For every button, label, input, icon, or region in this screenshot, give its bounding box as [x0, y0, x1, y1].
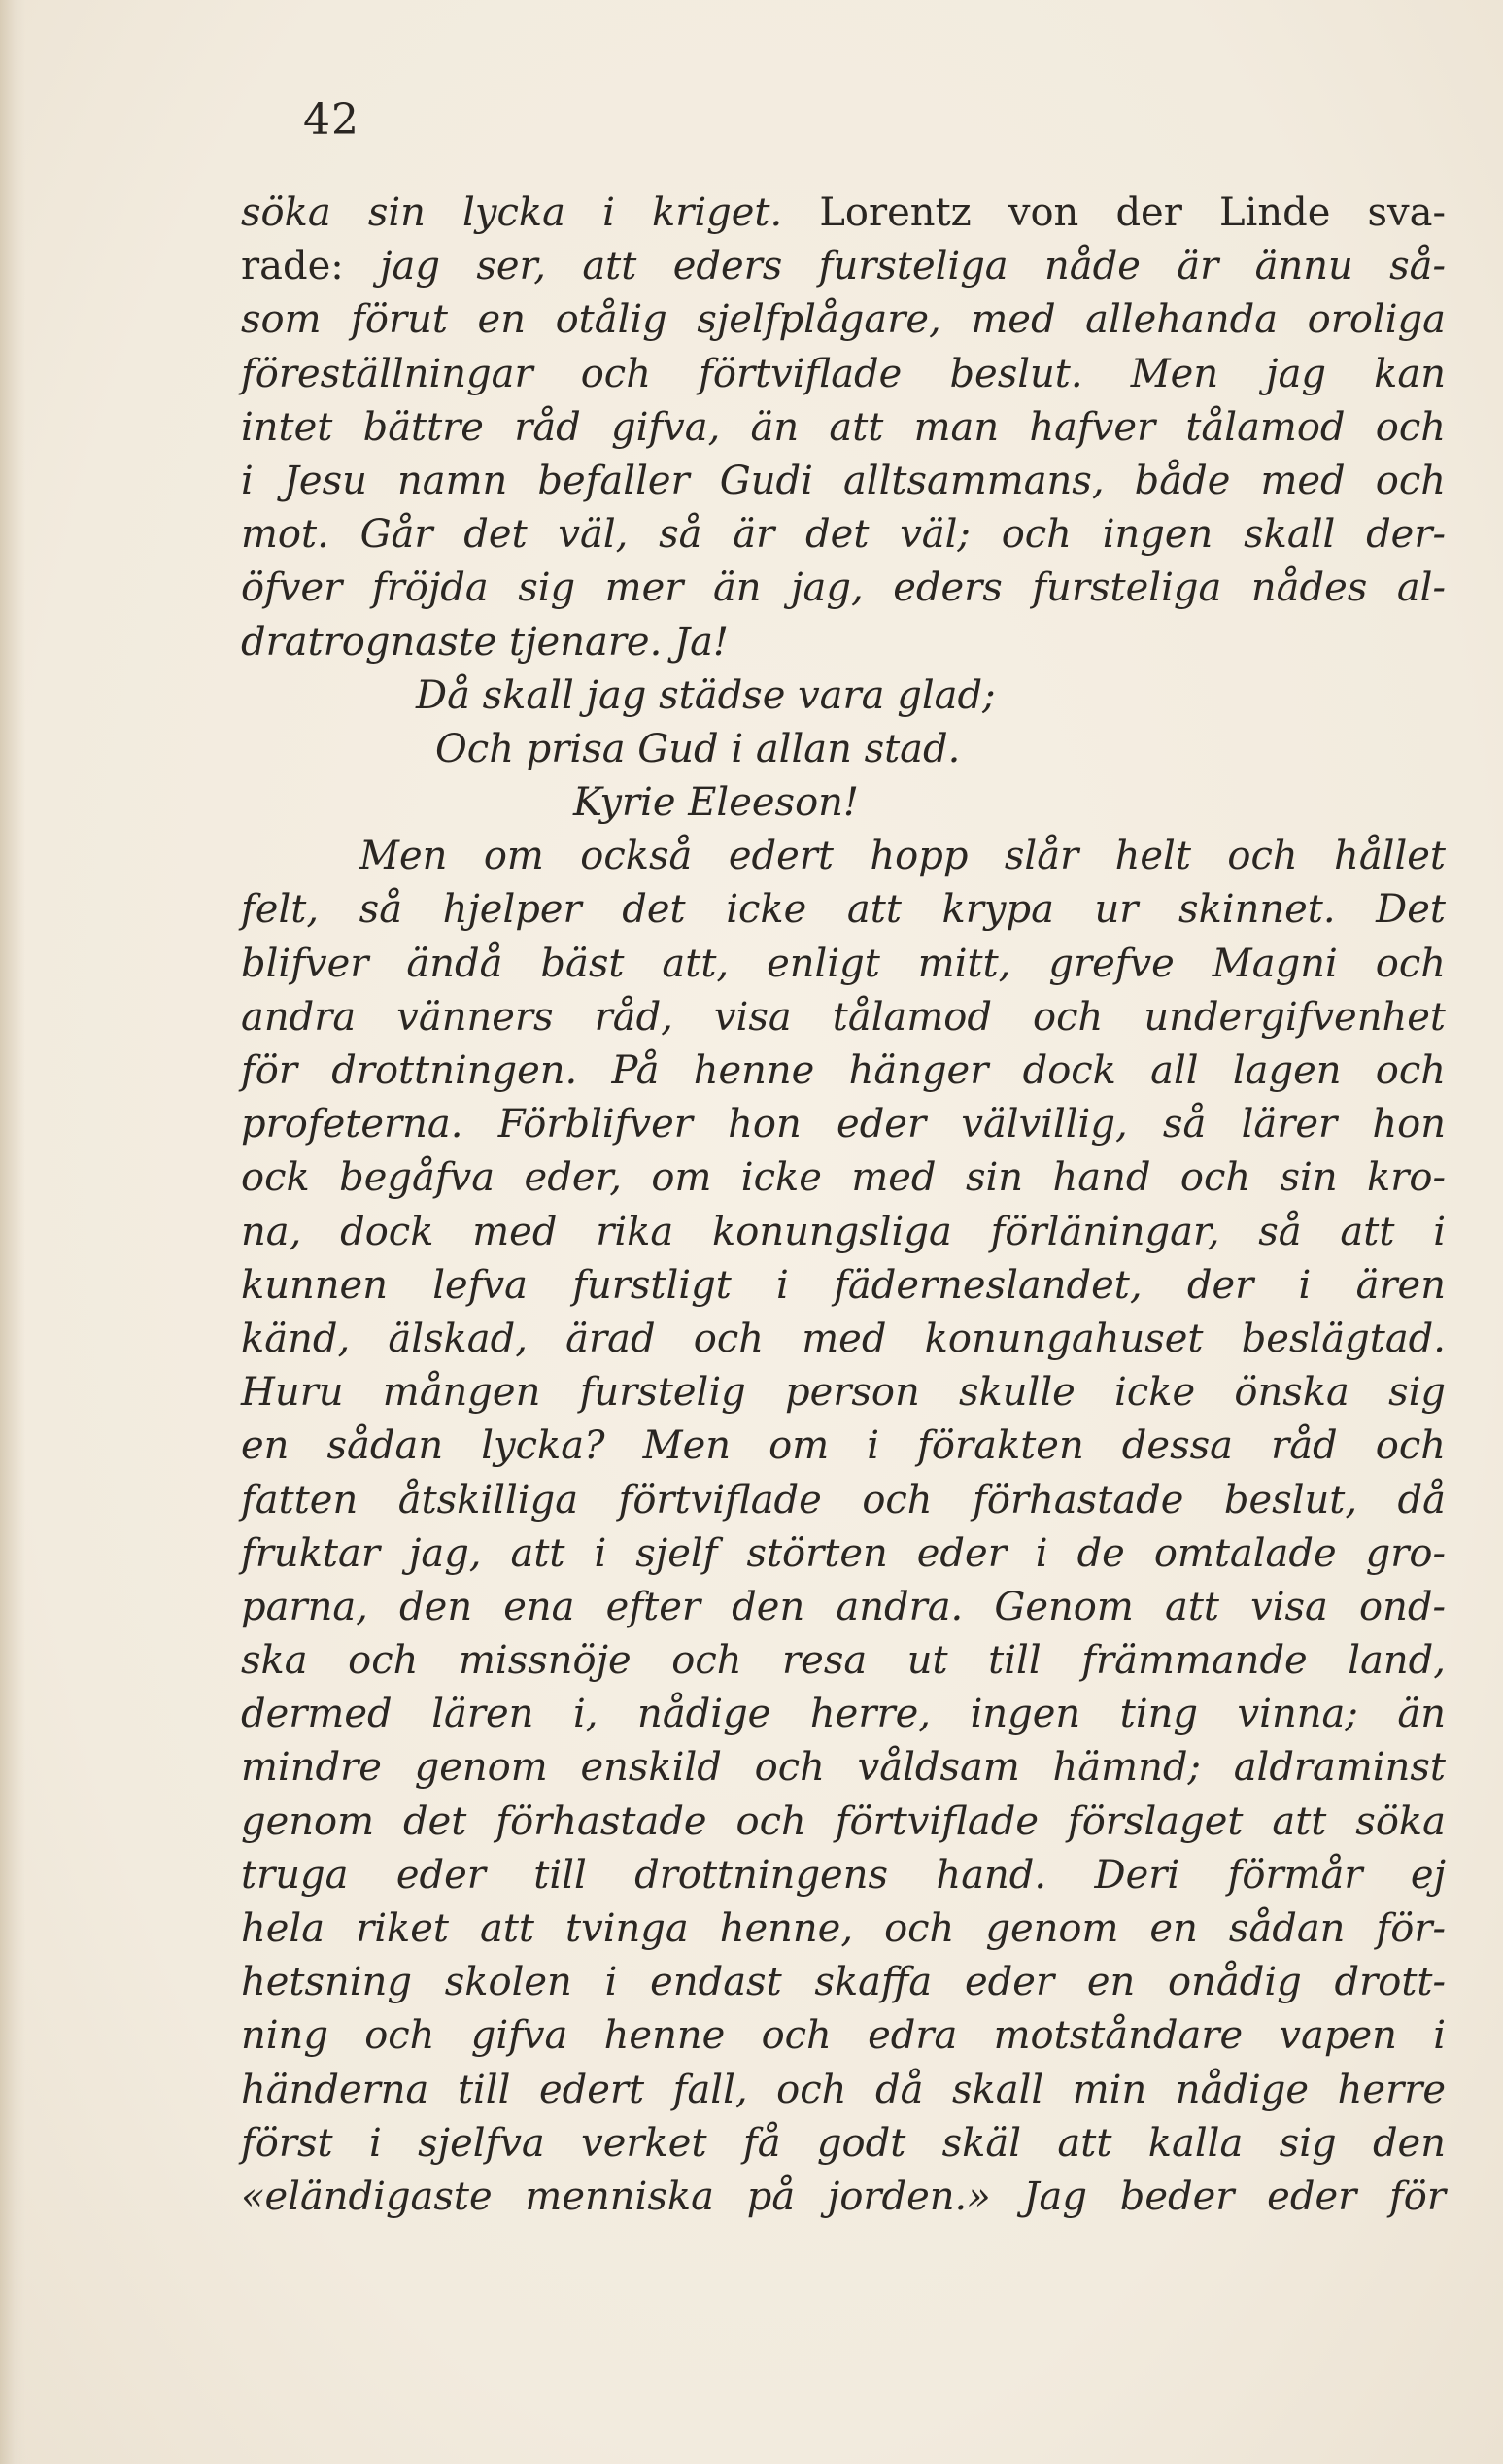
- verse-line: Kyrie Eleeson!: [573, 780, 860, 826]
- text-line: andra vänners råd, visa tålamod och undergifvenhet: [241, 994, 1446, 1040]
- text-line: parna, den ena efter den andra. Genom att visa ond-: [241, 1584, 1446, 1629]
- text-line: «eländigaste menniska på jorden.» Jag beder eder för: [241, 2173, 1446, 2219]
- text-line: som förut en otålig sjelfplågare, med allehanda oroliga: [241, 297, 1446, 343]
- text-line: känd, älskad, ärad och med konungahuset beslägtad.: [241, 1316, 1446, 1361]
- text-line: mindre genom enskild och våldsam hämnd; aldraminst: [241, 1745, 1446, 1791]
- text-line: Men om också edert hopp slår helt och hållet: [359, 834, 1446, 879]
- text-line: ning och gifva henne och edra motståndare vapen i: [241, 2013, 1446, 2059]
- text-span-roman: Lorentz von der Linde sva-: [782, 190, 1446, 235]
- text-line: händerna till edert fall, och då skall min nådige herre: [241, 2067, 1446, 2112]
- text-line: intet bättre råd gifva, än att man hafver tålamod och: [241, 404, 1446, 450]
- body-text: [241, 187, 1446, 2224]
- text-line: ska och missnöje och resa ut till främmande land,: [241, 1638, 1446, 1684]
- text-line: profeterna. Förblifver hon eder välvillig, så lärer hon: [241, 1102, 1446, 1147]
- text-line: mot. Går det väl, så är det väl; och ingen skall der-: [241, 512, 1446, 558]
- text-span-roman: rade:: [241, 244, 344, 290]
- text-span-italic: jag ser, att eders fursteliga nåde är ännu så-: [343, 244, 1446, 290]
- text-line: en sådan lycka? Men om i förakten dessa råd och: [241, 1423, 1446, 1469]
- text-line: ock begåfva eder, om icke med sin hand och sin kro-: [241, 1155, 1446, 1201]
- text-line: först i sjelfva verket få godt skäl att kalla sig den: [241, 2120, 1446, 2166]
- text-line: för drottningen. På henne hänger dock all lagen och: [241, 1048, 1446, 1093]
- page-gutter-shadow: [0, 0, 25, 2464]
- verse-line: Och prisa Gud i allan stad.: [435, 726, 961, 771]
- text-line: dratrognaste tjenare. Ja!: [241, 619, 729, 665]
- text-line: [241, 240, 1446, 293]
- text-line: Huru mången furstelig person skulle icke önska sig: [241, 1370, 1446, 1416]
- text-line: hetsning skolen i endast skaffa eder en onådig drott-: [241, 1960, 1446, 2005]
- text-line: truga eder till drottningens hand. Deri förmår ej: [241, 1852, 1446, 1898]
- text-line: fruktar jag, att i sjelf störten eder i de omtalade gro-: [241, 1530, 1446, 1576]
- page-number: 42: [303, 95, 359, 145]
- text-line: na, dock med rika konungsliga förläningar, så att i: [241, 1209, 1446, 1254]
- text-line: blifver ändå bäst att, enligt mitt, grefve Magni och: [241, 941, 1446, 986]
- text-line: fatten åtskilliga förtviflade och förhastade beslut, då: [241, 1477, 1446, 1523]
- text-line: dermed lären i, nådige herre, ingen ting vinna; än: [241, 1692, 1446, 1737]
- text-line: genom det förhastade och förtviflade förslaget att söka: [241, 1798, 1446, 1844]
- text-line: i Jesu namn befaller Gudi alltsammans, både med och: [241, 458, 1446, 503]
- text-span-italic: söka sin lycka i kriget.: [241, 190, 783, 235]
- text-line: hela riket att tvinga henne, och genom en sådan för-: [241, 1906, 1446, 1951]
- verse-line: Då skall jag städse vara glad;: [416, 672, 996, 718]
- text-line: [241, 187, 1446, 240]
- text-line: felt, så hjelper det icke att krypa ur skinnet. Det: [241, 887, 1446, 933]
- text-line: föreställningar och förtviflade beslut. Men jag kan: [241, 351, 1446, 396]
- text-line: kunnen lefva furstligt i fäderneslandet, der i ären: [241, 1262, 1446, 1308]
- text-line: öfver fröjda sig mer än jag, eders fursteliga nådes al-: [241, 565, 1446, 611]
